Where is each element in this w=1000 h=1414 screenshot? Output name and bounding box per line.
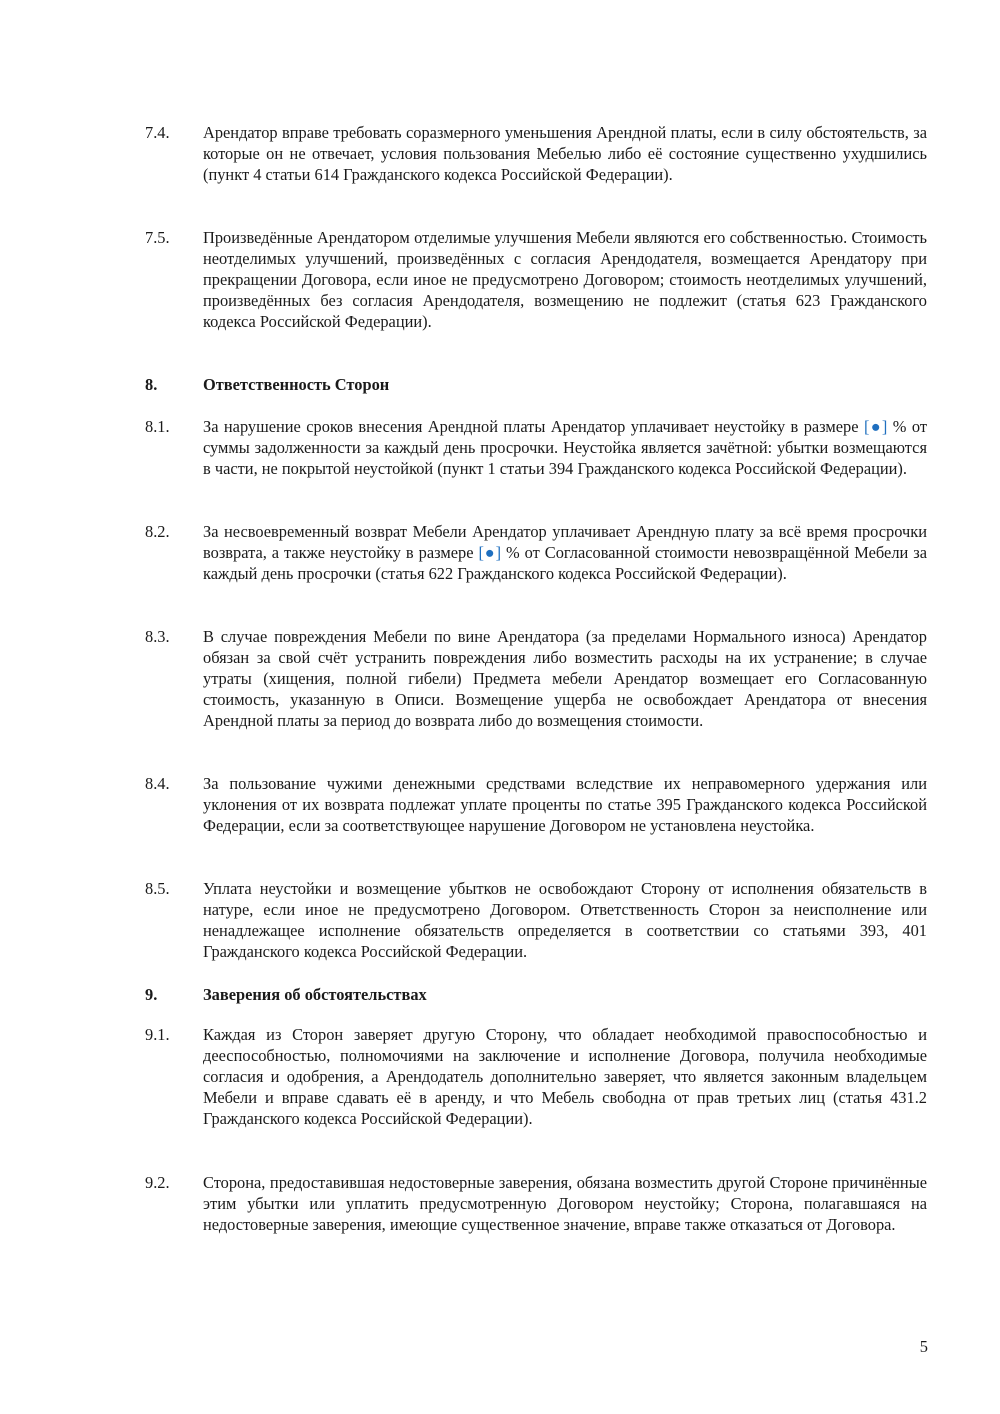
clause-8-1 [145, 416, 927, 479]
clause-number: 7.5. [145, 228, 170, 247]
clause-text: Уплата неустойки и возмещение убытков не освобождают Сторону от исполнения обязательств в натуре, если иное не предусмотрено Договором. Ответственность Сторон за неисполнение или ненадлежащее исполнение обязательств определяется в соответствии со статьями 393, 401 Гражданского кодекса Российской Федерации. [203, 879, 927, 961]
clause-number: 8.4. [145, 774, 170, 793]
clause-number: 9.2. [145, 1173, 170, 1192]
clause-text: Каждая из Сторон заверяет другую Сторону, что обладает необходимой правоспособностью и дееспособностью, полномочиями на заключение и исполнение Договора, получила необходимые согласия и одобрения, а Арендодатель дополнительно заверяет, что является законным владельцем Мебели и вправе сдавать её в аренду, и что Мебель свободна от прав третьих лиц (статья 431.2 Гражданского кодекса Российской Федерации). [203, 1025, 927, 1128]
clause-7-5 [145, 227, 927, 332]
placeholder-marker: [●] [863, 417, 888, 436]
clause-text [203, 521, 927, 584]
clause-number: 8.1. [145, 417, 170, 436]
section-number: 8. [145, 375, 158, 394]
clause-text: Произведённые Арендатором отделимые улучшения Мебели являются его собственностью. Стоимость неотделимых улучшений, произведённых с согласия Арендодателя, возмещается Арендатору при прекращении Договора, если иное не предусмотрено Договором; стоимость неотделимых улучшений, произведённых без согласия Арендодателя, возмещению не подлежит (статья 623 Гражданского кодекса Российской Федерации). [203, 228, 927, 331]
placeholder-marker: [●] [478, 543, 502, 562]
section-title: Заверения об обстоятельствах [203, 985, 427, 1004]
clause-9-2 [145, 1172, 927, 1235]
clause-8-2 [145, 521, 927, 584]
clause-9-1 [145, 1024, 927, 1129]
clause-number: 9.1. [145, 1025, 170, 1044]
clause-8-3 [145, 626, 927, 731]
clause-number: 7.4. [145, 123, 170, 142]
clause-text: Сторона, предоставившая недостоверные заверения, обязана возместить другой Стороне причинённые этим убытки или уплатить предусмотренную Договором неустойку; Сторона, полагавшаяся на недостоверные заверения, имеющие существенное значение, вправе также отказаться от Договора. [203, 1173, 927, 1234]
clause-text: Арендатор вправе требовать соразмерного уменьшения Арендной платы, если в силу обстоятельств, за которые он не отвечает, условия пользования Мебелью либо её состояние существенно ухудшились (пункт 4 статьи 614 Гражданского кодекса Российской Федерации). [203, 123, 927, 184]
clause-7-4 [145, 122, 927, 185]
section-title: Ответственность Сторон [203, 375, 390, 394]
clause-text-part: % от Согласованной стоимости невозвращённой Мебели за каждый день просрочки (статья 622 Гражданского кодекса Российской Федерации). [203, 543, 927, 583]
clause-number: 8.5. [145, 879, 170, 898]
clause-text-part: За нарушение сроков внесения Арендной платы Арендатор уплачивает неустойку в размере [203, 417, 864, 436]
page-number: 5 [919, 1337, 928, 1356]
clause-8-5 [145, 878, 927, 962]
clause-8-4 [145, 773, 927, 836]
clause-text [203, 416, 927, 479]
clause-text: За пользование чужими денежными средствами вследствие их неправомерного удержания или уклонения от их возврата подлежат уплате проценты по статье 395 Гражданского кодекса Российской Федерации, если за соответствующее нарушение Договором не установлена неустойка. [203, 774, 927, 835]
clause-number: 8.2. [145, 522, 170, 541]
section-heading-8 [145, 374, 927, 395]
clause-text-part: За несвоевременный возврат Мебели Арендатор уплачивает Арендную плату за всё время просрочки возврата, а также неустойку в размере [203, 522, 927, 562]
section-number: 9. [145, 985, 158, 1004]
clause-number: 8.3. [145, 627, 170, 646]
clause-text-part: % от суммы задолженности за каждый день просрочки. Неустойка является зачётной: убытки возмещаются в части, не покрытой неустойкой (пункт 1 статьи 394 Гражданского кодекса Российской Федерации). [203, 417, 927, 478]
clause-text: В случае повреждения Мебели по вине Арендатора (за пределами Нормального износа) Арендатор обязан за свой счёт устранить повреждения либо возместить расходы на их устранение; в случае утраты (хищения, полной гибели) Предмета мебели Арендатор возмещает его Согласованную стоимость, указанную в Описи. Возмещение ущерба не освобождает Арендатора от внесения Арендной платы за период до возврата либо до возмещения стоимости. [203, 627, 927, 730]
section-heading-9 [145, 984, 927, 1005]
